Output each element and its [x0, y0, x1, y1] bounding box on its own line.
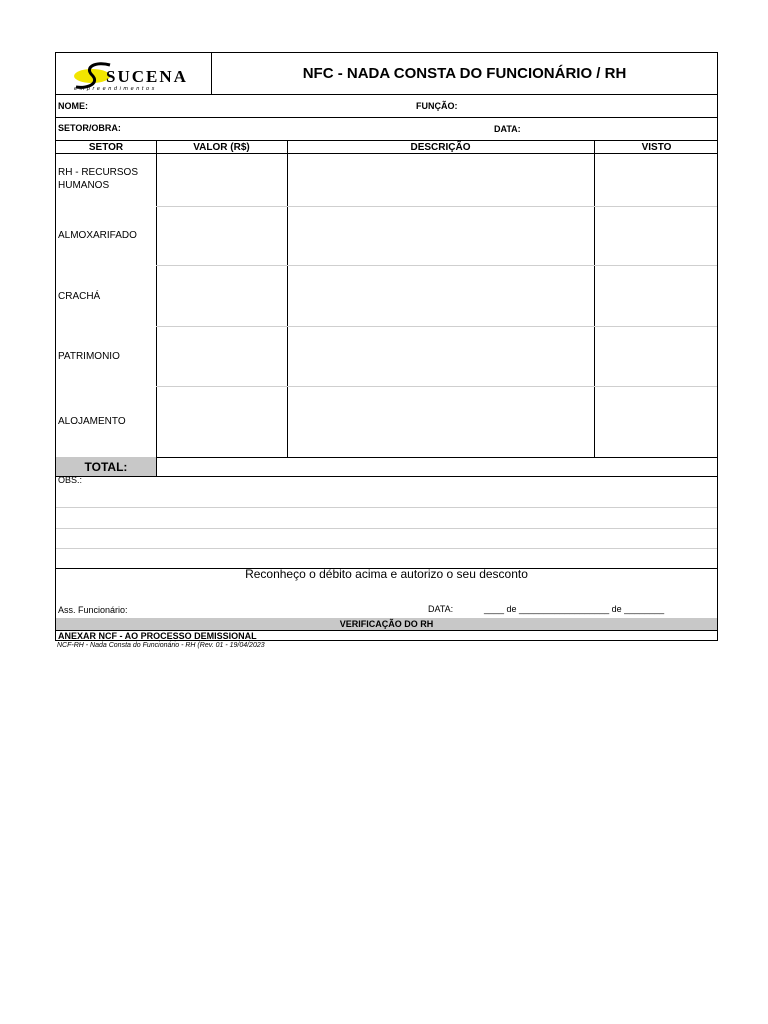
obs-line [56, 548, 717, 549]
col-divider [594, 140, 595, 457]
row-label-almoxarifado: ALMOXARIFADO [58, 230, 137, 241]
sucena-logo [66, 61, 196, 91]
row-label-patrimonio: PATRIMONIO [58, 351, 120, 362]
obs-label: OBS.: [58, 475, 83, 485]
divider [56, 476, 717, 477]
verification-note: ANEXAR NCF - AO PROCESSO DEMISSIONAL [58, 631, 257, 641]
row-label-cracha: CRACHÁ [58, 291, 101, 302]
verification-title: VERIFICAÇÃO DO RH [56, 618, 717, 630]
logo-subtext: empreendimentos [74, 86, 158, 91]
obs-line [56, 528, 717, 529]
col-header-visto: VISTO [641, 142, 672, 153]
row-label-alojamento: ALOJAMENTO [58, 416, 126, 427]
row-divider [156, 206, 717, 207]
col-divider [287, 140, 288, 457]
nome-label: NOME: [58, 101, 88, 111]
data-label: DATA: [494, 124, 521, 134]
document-reference: NCF-RH - Nada Consta do Funcionário - RH (Rev. 01 - 19/04/2023 [57, 642, 265, 649]
signature-label: Ass. Funcionário: [58, 605, 128, 615]
divider [56, 117, 717, 118]
acknowledgement-text: Reconheço o débito acima e autorizo o seu desconto [245, 567, 528, 581]
funcao-label: FUNÇÃO: [416, 101, 458, 111]
divider [56, 94, 717, 95]
row-divider [156, 386, 717, 387]
logo-text: SUCENA [106, 67, 188, 86]
total-label: TOTAL: [56, 457, 156, 476]
col-divider [156, 140, 157, 476]
nfc-form [55, 52, 718, 641]
col-header-descricao: DESCRIÇÃO [410, 142, 471, 153]
ack-date-blanks: ____ de __________________ de ________ [484, 604, 665, 614]
row-label-rh: RH - RECURSOS HUMANOS [58, 167, 139, 191]
col-header-setor: SETOR [88, 142, 124, 153]
ack-date-label: DATA: [428, 604, 454, 614]
row-divider [156, 326, 717, 327]
col-header-valor: VALOR (R$) [193, 142, 250, 153]
setor-obra-label: SETOR/OBRA: [58, 123, 121, 133]
obs-line [56, 507, 717, 508]
logo-swoosh-icon [66, 61, 196, 91]
page-title: NFC - NADA CONSTA DO FUNCIONÁRIO / RH [302, 65, 627, 82]
row-divider [156, 265, 717, 266]
